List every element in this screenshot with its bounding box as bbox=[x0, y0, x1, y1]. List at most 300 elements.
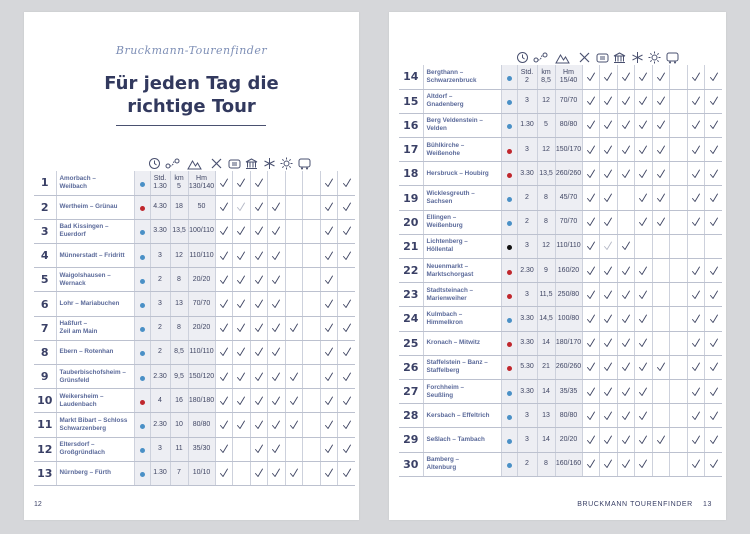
check-mark bbox=[687, 186, 705, 210]
difficulty-dot-blue bbox=[507, 439, 512, 444]
difficulty-cell bbox=[134, 171, 150, 195]
difficulty-cell bbox=[501, 379, 517, 403]
elevation-meters: 80/80 bbox=[555, 113, 582, 137]
duration-hours: 2 bbox=[517, 452, 537, 476]
check-mark bbox=[687, 210, 705, 234]
check-mark bbox=[233, 389, 251, 413]
tour-table-right bbox=[399, 65, 722, 477]
duration-hours: 2.30 bbox=[150, 365, 170, 389]
check-mark bbox=[652, 162, 670, 186]
check-mark bbox=[215, 413, 233, 437]
check-mark bbox=[250, 268, 268, 292]
brand-title: Bruckmann-Tourenfinder bbox=[115, 44, 268, 57]
empty-cell bbox=[670, 210, 688, 234]
empty-cell bbox=[285, 244, 303, 268]
empty-cell bbox=[285, 171, 303, 195]
tour-name: Weikersheim – Laudenbach bbox=[56, 389, 134, 413]
difficulty-cell bbox=[501, 113, 517, 137]
check-mark bbox=[268, 316, 286, 340]
check-mark bbox=[600, 113, 618, 137]
check-mark bbox=[582, 162, 600, 186]
duration-hours: 3 bbox=[517, 138, 537, 162]
tour-name: Berg Veldenstein – Velden bbox=[423, 113, 501, 137]
left-page bbox=[24, 12, 359, 520]
table-row bbox=[399, 331, 722, 355]
difficulty-dot-red bbox=[507, 366, 512, 371]
check-mark bbox=[617, 113, 635, 137]
difficulty-dot-blue bbox=[140, 255, 145, 260]
empty-cell bbox=[303, 365, 321, 389]
check-mark bbox=[635, 428, 653, 452]
check-mark bbox=[687, 428, 705, 452]
empty-cell bbox=[652, 259, 670, 283]
check-mark bbox=[687, 65, 705, 89]
empty-cell bbox=[670, 259, 688, 283]
duration-hours: 5.30 bbox=[517, 355, 537, 379]
duration-hours: 2.30 bbox=[517, 259, 537, 283]
empty-cell bbox=[338, 268, 356, 292]
empty-cell bbox=[652, 379, 670, 403]
tour-name: Seßlach – Tambach bbox=[423, 428, 501, 452]
check-mark bbox=[582, 331, 600, 355]
check-mark bbox=[600, 186, 618, 210]
tour-number: 22 bbox=[399, 259, 423, 283]
distance-km: 8 bbox=[537, 186, 555, 210]
sun-icon bbox=[278, 157, 296, 170]
tour-name: Altdorf – Gnadenberg bbox=[423, 89, 501, 113]
check-mark bbox=[215, 316, 233, 340]
check-mark bbox=[250, 219, 268, 243]
tour-name: Neuenmarkt – Marktschorgast bbox=[423, 259, 501, 283]
elevation-meters: 250/80 bbox=[555, 283, 582, 307]
distance-km: 8 bbox=[170, 316, 188, 340]
check-mark bbox=[600, 355, 618, 379]
distance-km: 13 bbox=[170, 292, 188, 316]
check-mark bbox=[687, 379, 705, 403]
category-icon-header bbox=[513, 42, 681, 64]
check-mark bbox=[600, 428, 618, 452]
difficulty-dot-blue bbox=[140, 472, 145, 477]
duration-hours: 2 bbox=[150, 316, 170, 340]
check-mark bbox=[617, 259, 635, 283]
landmark-icon bbox=[243, 157, 261, 170]
empty-cell bbox=[303, 292, 321, 316]
difficulty-dot-blue bbox=[140, 182, 145, 187]
empty-cell bbox=[303, 195, 321, 219]
empty-cell bbox=[670, 283, 688, 307]
check-mark bbox=[635, 404, 653, 428]
check-mark bbox=[582, 259, 600, 283]
check-mark bbox=[617, 331, 635, 355]
difficulty-cell bbox=[501, 89, 517, 113]
culture-icon bbox=[226, 157, 244, 170]
check-mark bbox=[215, 219, 233, 243]
table-row bbox=[34, 219, 355, 243]
distance-km: 12 bbox=[537, 234, 555, 258]
elevation-meters: 110/110 bbox=[555, 234, 582, 258]
check-mark bbox=[215, 268, 233, 292]
check-mark bbox=[338, 413, 356, 437]
empty-cell bbox=[303, 268, 321, 292]
check-mark bbox=[320, 437, 338, 461]
distance-km: 7 bbox=[170, 461, 188, 485]
page-title bbox=[24, 72, 359, 118]
check-mark bbox=[600, 379, 618, 403]
check-mark bbox=[250, 365, 268, 389]
check-mark bbox=[320, 365, 338, 389]
check-mark bbox=[215, 340, 233, 364]
duration-hours: 1.30 bbox=[517, 113, 537, 137]
table-row bbox=[399, 452, 722, 476]
tour-number: 12 bbox=[34, 437, 56, 461]
check-mark bbox=[320, 292, 338, 316]
distance-km: 14 bbox=[537, 379, 555, 403]
check-mark bbox=[600, 138, 618, 162]
check-mark bbox=[617, 404, 635, 428]
empty-cell bbox=[285, 340, 303, 364]
empty-cell bbox=[670, 355, 688, 379]
difficulty-dot-red bbox=[507, 270, 512, 275]
check-mark bbox=[617, 355, 635, 379]
empty-cell bbox=[670, 138, 688, 162]
difficulty-dot-red bbox=[507, 342, 512, 347]
difficulty-dot-blue bbox=[507, 76, 512, 81]
check-mark bbox=[338, 171, 356, 195]
check-mark bbox=[705, 65, 723, 89]
duration-hours: 1.30 bbox=[150, 461, 170, 485]
distance-km: 12 bbox=[537, 138, 555, 162]
check-mark bbox=[705, 428, 723, 452]
check-mark bbox=[268, 437, 286, 461]
difficulty-dot-blue bbox=[140, 327, 145, 332]
duration-hours: 3.30 bbox=[150, 219, 170, 243]
tour-number: 8 bbox=[34, 340, 56, 364]
elevation-meters: 260/260 bbox=[555, 355, 582, 379]
elevation-meters: 80/80 bbox=[188, 413, 215, 437]
check-mark bbox=[250, 171, 268, 195]
check-mark bbox=[250, 244, 268, 268]
check-mark bbox=[687, 283, 705, 307]
tour-name: Münnerstadt – Fridritt bbox=[56, 244, 134, 268]
difficulty-cell bbox=[134, 244, 150, 268]
check-mark bbox=[617, 162, 635, 186]
difficulty-cell bbox=[501, 307, 517, 331]
empty-cell bbox=[670, 89, 688, 113]
page-number-left: 12 bbox=[34, 501, 42, 508]
check-mark bbox=[635, 210, 653, 234]
empty-cell bbox=[233, 461, 251, 485]
empty-cell bbox=[303, 171, 321, 195]
mountain-icon bbox=[549, 51, 576, 64]
table-row bbox=[34, 413, 355, 437]
duration-hours: 3 bbox=[150, 244, 170, 268]
empty-cell bbox=[670, 331, 688, 355]
check-mark bbox=[215, 437, 233, 461]
table-row bbox=[34, 195, 355, 219]
empty-cell bbox=[670, 307, 688, 331]
tour-name: Staffelstein – Banz – Staffelberg bbox=[423, 355, 501, 379]
check-mark bbox=[233, 171, 251, 195]
check-mark bbox=[582, 307, 600, 331]
difficulty-dot-red bbox=[140, 400, 145, 405]
check-mark bbox=[338, 244, 356, 268]
check-mark bbox=[582, 452, 600, 476]
difficulty-cell bbox=[501, 404, 517, 428]
check-mark bbox=[600, 234, 618, 258]
elevation-meters: 70/70 bbox=[555, 210, 582, 234]
bike-icon bbox=[664, 51, 682, 64]
difficulty-cell bbox=[501, 355, 517, 379]
duration-hours: 3 bbox=[517, 428, 537, 452]
elevation-meters: 180/180 bbox=[188, 389, 215, 413]
check-mark bbox=[338, 195, 356, 219]
check-mark bbox=[250, 413, 268, 437]
difficulty-cell bbox=[501, 331, 517, 355]
duration-hours: 3.30 bbox=[517, 162, 537, 186]
check-mark bbox=[687, 307, 705, 331]
elevation-meters: Hm 15/40 bbox=[555, 65, 582, 89]
elevation-meters: 35/35 bbox=[555, 379, 582, 403]
check-mark bbox=[320, 340, 338, 364]
table-row bbox=[399, 355, 722, 379]
check-mark bbox=[617, 379, 635, 403]
check-mark bbox=[600, 283, 618, 307]
difficulty-dot-blue bbox=[507, 318, 512, 323]
check-mark bbox=[338, 389, 356, 413]
table-row bbox=[399, 379, 722, 403]
empty-cell bbox=[268, 171, 286, 195]
check-mark bbox=[582, 355, 600, 379]
check-mark bbox=[652, 210, 670, 234]
elevation-meters: 45/70 bbox=[555, 186, 582, 210]
elevation-meters: 20/20 bbox=[188, 316, 215, 340]
distance-km: 13,5 bbox=[170, 219, 188, 243]
distance-km: 8 bbox=[537, 452, 555, 476]
check-mark bbox=[582, 89, 600, 113]
tour-number: 19 bbox=[399, 186, 423, 210]
difficulty-cell bbox=[134, 268, 150, 292]
empty-cell bbox=[285, 437, 303, 461]
check-mark bbox=[687, 452, 705, 476]
check-mark bbox=[687, 259, 705, 283]
check-mark bbox=[687, 162, 705, 186]
difficulty-dot-blue bbox=[507, 100, 512, 105]
difficulty-dot-blue bbox=[140, 230, 145, 235]
check-mark bbox=[250, 292, 268, 316]
difficulty-cell bbox=[501, 283, 517, 307]
check-mark bbox=[705, 379, 723, 403]
tour-number: 15 bbox=[399, 89, 423, 113]
difficulty-cell bbox=[501, 162, 517, 186]
empty-cell bbox=[617, 210, 635, 234]
duration-hours: 3.30 bbox=[517, 379, 537, 403]
tour-name: Forchheim – Seußling bbox=[423, 379, 501, 403]
tour-name: Waigolshausen – Wernack bbox=[56, 268, 134, 292]
tour-name: Eltersdorf – Großgründlach bbox=[56, 437, 134, 461]
check-mark bbox=[687, 355, 705, 379]
check-mark bbox=[233, 413, 251, 437]
difficulty-cell bbox=[501, 452, 517, 476]
distance-km: 10 bbox=[170, 413, 188, 437]
check-mark bbox=[233, 365, 251, 389]
check-mark bbox=[320, 219, 338, 243]
tour-number: 2 bbox=[34, 195, 56, 219]
empty-cell bbox=[285, 292, 303, 316]
check-mark bbox=[687, 138, 705, 162]
difficulty-dot-blue bbox=[507, 463, 512, 468]
check-mark bbox=[233, 195, 251, 219]
table-row bbox=[34, 437, 355, 461]
check-mark bbox=[582, 65, 600, 89]
tour-name: Kersbach – Effeltrich bbox=[423, 404, 501, 428]
check-mark bbox=[215, 244, 233, 268]
check-mark bbox=[268, 195, 286, 219]
tour-name: Stadtsteinach – Marienweiher bbox=[423, 283, 501, 307]
tour-number: 3 bbox=[34, 219, 56, 243]
duration-hours: 3 bbox=[517, 234, 537, 258]
tour-number: 4 bbox=[34, 244, 56, 268]
tour-number: 23 bbox=[399, 283, 423, 307]
difficulty-cell bbox=[134, 316, 150, 340]
difficulty-cell bbox=[134, 365, 150, 389]
empty-cell bbox=[303, 316, 321, 340]
tour-number: 11 bbox=[34, 413, 56, 437]
tour-number: 25 bbox=[399, 331, 423, 355]
distance-km: 16 bbox=[170, 389, 188, 413]
elevation-meters: 110/110 bbox=[188, 244, 215, 268]
empty-cell bbox=[670, 162, 688, 186]
check-mark bbox=[617, 138, 635, 162]
duration-hours: 2 bbox=[150, 340, 170, 364]
check-mark bbox=[635, 259, 653, 283]
difficulty-dot-red bbox=[140, 206, 145, 211]
check-mark bbox=[215, 292, 233, 316]
distance-km: 5 bbox=[537, 113, 555, 137]
check-mark bbox=[600, 89, 618, 113]
check-mark bbox=[285, 413, 303, 437]
elevation-meters: 160/160 bbox=[555, 452, 582, 476]
difficulty-dot-red bbox=[507, 149, 512, 154]
empty-cell bbox=[285, 219, 303, 243]
distance-km: 14 bbox=[537, 428, 555, 452]
duration-hours: 3.30 bbox=[517, 307, 537, 331]
empty-cell bbox=[303, 437, 321, 461]
check-mark bbox=[582, 138, 600, 162]
check-mark bbox=[338, 461, 356, 485]
distance-km: 12 bbox=[170, 244, 188, 268]
check-mark bbox=[652, 138, 670, 162]
table-row bbox=[399, 283, 722, 307]
duration-hours: 2.30 bbox=[150, 413, 170, 437]
check-mark bbox=[582, 186, 600, 210]
winter-icon bbox=[261, 157, 279, 170]
check-mark bbox=[338, 219, 356, 243]
check-mark bbox=[635, 65, 653, 89]
check-mark bbox=[635, 186, 653, 210]
check-mark bbox=[705, 307, 723, 331]
table-row bbox=[34, 365, 355, 389]
difficulty-cell bbox=[501, 259, 517, 283]
duration-hours: Std. 2 bbox=[517, 65, 537, 89]
mountain-icon bbox=[181, 157, 208, 170]
check-mark bbox=[268, 244, 286, 268]
check-mark bbox=[338, 437, 356, 461]
difficulty-dot-blue bbox=[140, 303, 145, 308]
difficulty-dot-blue bbox=[507, 415, 512, 420]
clock-icon bbox=[513, 51, 531, 64]
check-mark bbox=[705, 186, 723, 210]
difficulty-dot-blue bbox=[507, 221, 512, 226]
tour-number: 6 bbox=[34, 292, 56, 316]
elevation-meters: Hm 130/140 bbox=[188, 171, 215, 195]
check-mark bbox=[635, 331, 653, 355]
winter-icon bbox=[629, 51, 647, 64]
check-mark bbox=[233, 219, 251, 243]
distance-km: km 8,5 bbox=[537, 65, 555, 89]
tour-name: Kronach – Mitwitz bbox=[423, 331, 501, 355]
empty-cell bbox=[670, 379, 688, 403]
check-mark bbox=[320, 268, 338, 292]
tour-number: 14 bbox=[399, 65, 423, 89]
route-icon bbox=[163, 157, 181, 170]
tour-name: Bamberg – Altenburg bbox=[423, 452, 501, 476]
check-mark bbox=[635, 307, 653, 331]
check-mark bbox=[582, 113, 600, 137]
distance-km: 12 bbox=[537, 89, 555, 113]
check-mark bbox=[215, 389, 233, 413]
table-row bbox=[399, 210, 722, 234]
landmark-icon bbox=[611, 51, 629, 64]
check-mark bbox=[705, 138, 723, 162]
table-row bbox=[399, 89, 722, 113]
distance-km: 13,5 bbox=[537, 162, 555, 186]
check-mark bbox=[338, 316, 356, 340]
distance-km: 21 bbox=[537, 355, 555, 379]
empty-cell bbox=[303, 219, 321, 243]
distance-km: 9,5 bbox=[170, 365, 188, 389]
tour-number: 18 bbox=[399, 162, 423, 186]
empty-cell bbox=[652, 283, 670, 307]
check-mark bbox=[338, 340, 356, 364]
check-mark bbox=[617, 428, 635, 452]
duration-hours: 2 bbox=[150, 268, 170, 292]
difficulty-cell bbox=[134, 219, 150, 243]
difficulty-dot-blue bbox=[140, 376, 145, 381]
check-mark bbox=[705, 404, 723, 428]
empty-cell bbox=[670, 428, 688, 452]
table-row bbox=[399, 65, 722, 89]
tour-number: 28 bbox=[399, 404, 423, 428]
elevation-meters: 110/110 bbox=[188, 340, 215, 364]
check-mark bbox=[705, 355, 723, 379]
distance-km: 11 bbox=[170, 437, 188, 461]
table-row bbox=[399, 234, 722, 258]
check-mark bbox=[268, 413, 286, 437]
check-mark bbox=[635, 379, 653, 403]
check-mark bbox=[233, 316, 251, 340]
empty-cell bbox=[670, 404, 688, 428]
tour-number: 26 bbox=[399, 355, 423, 379]
duration-hours: 4.30 bbox=[150, 195, 170, 219]
tour-table-left bbox=[34, 171, 355, 486]
elevation-meters: 150/170 bbox=[555, 138, 582, 162]
distance-km: 13 bbox=[537, 404, 555, 428]
check-mark bbox=[687, 89, 705, 113]
duration-hours: Std. 1.30 bbox=[150, 171, 170, 195]
distance-km: 14,5 bbox=[537, 307, 555, 331]
empty-cell bbox=[652, 452, 670, 476]
table-row bbox=[34, 389, 355, 413]
